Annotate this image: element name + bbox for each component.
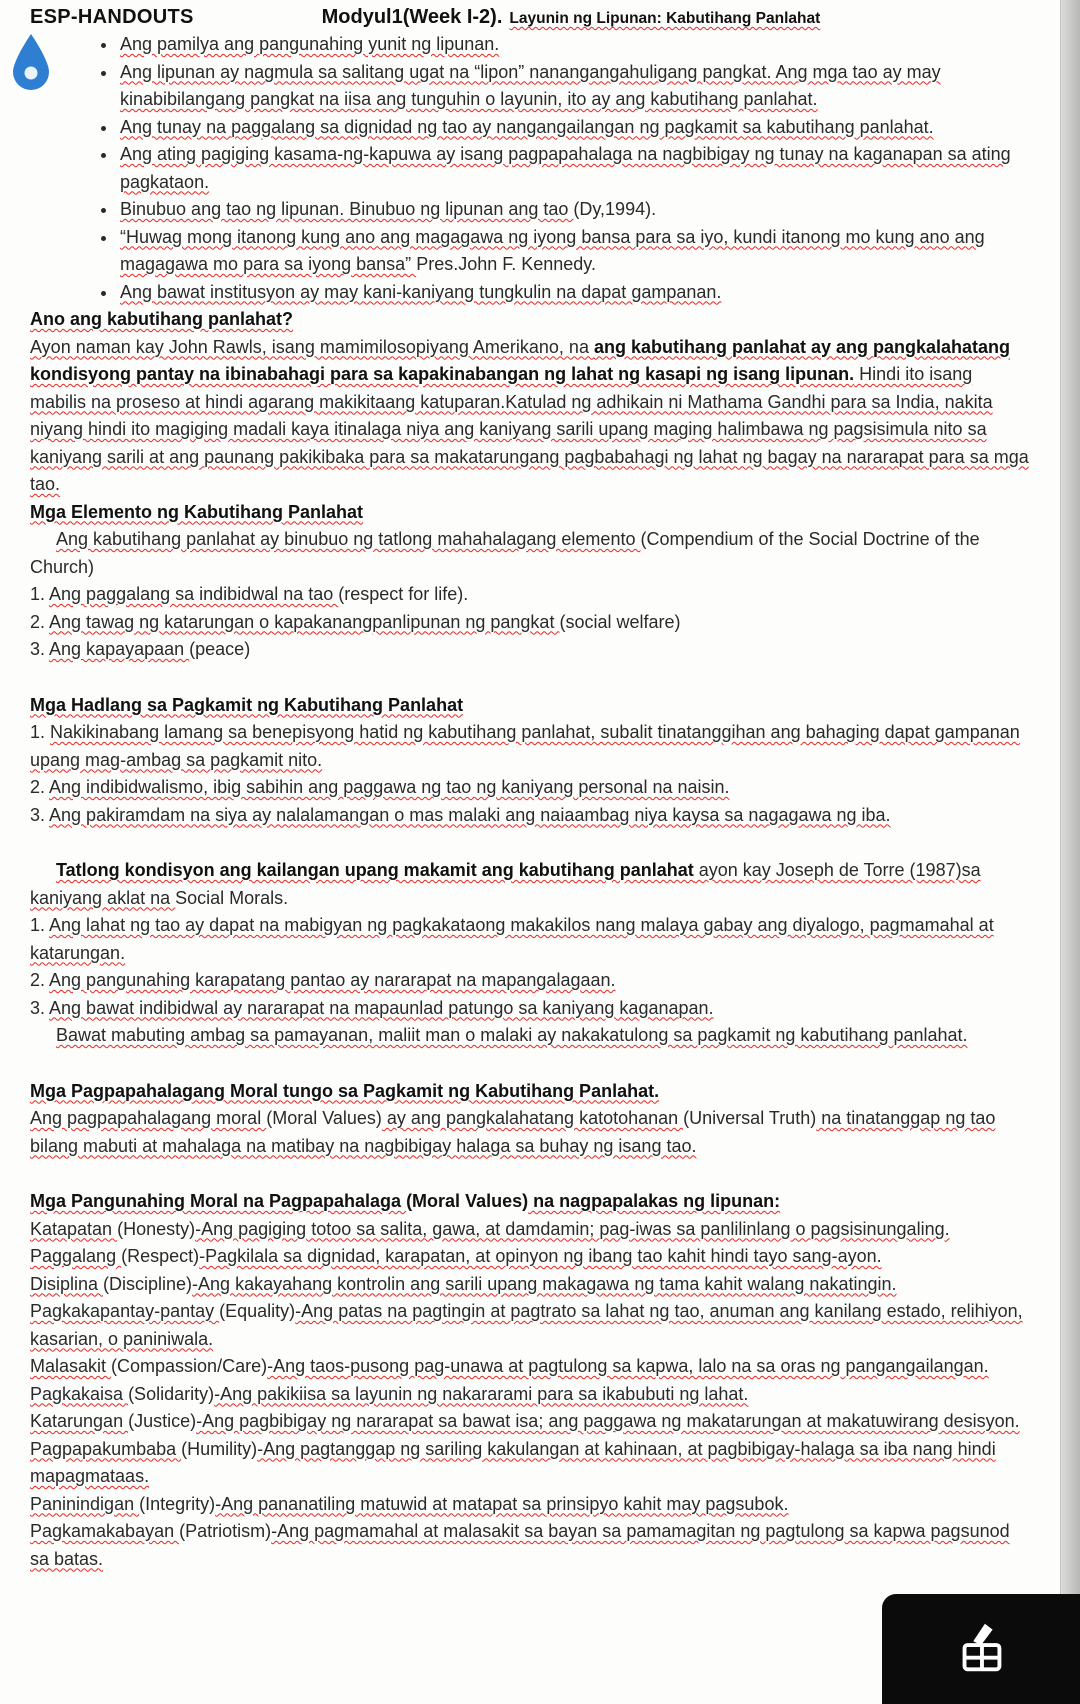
text-run: Malasakit: [30, 1356, 112, 1376]
paragraph: [30, 1216, 1030, 1244]
section-heading: [30, 499, 1030, 527]
text-run: -Ang pagmamahal at malasakit sa bayan sa pamamagitan ng pagtulong sa kapwa: [271, 1521, 931, 1541]
paragraph: [30, 334, 1030, 499]
text-run: Paninindigan: [30, 1493, 140, 1514]
paragraph: [30, 912, 1030, 967]
paragraph: [30, 1353, 1030, 1381]
text-run: -Ang pagiging totoo sa salita, gawa, at damdamin; pag-iwas sa panlilinlang o pagsisinungaling.: [195, 1218, 950, 1239]
drop-logo-icon: [8, 32, 54, 92]
paragraph: [30, 1022, 1030, 1050]
paragraph: [30, 526, 1030, 581]
bullet-list: [30, 31, 1030, 306]
text-run: Ang lahat ng tao ay dapat na mabigyan ng pagkakataong makakilos nang malaya gabay ang diyalogo, pagmamahal at katarungan.: [30, 915, 994, 963]
text-run: (social welfare): [559, 611, 681, 632]
text-run: 1.: [30, 584, 50, 604]
text-run: 3.: [30, 997, 50, 1018]
floating-tool-button[interactable]: [882, 1594, 1080, 1704]
text-run: Ang ating pagiging kasama-ng-kapuwa ay isang pagpapahalaga na nagbibigay ng tunay na kaganapan sa ating pagkataon.: [120, 144, 1011, 192]
text-run: (Universal Truth): [683, 1108, 817, 1128]
text-run: “Huwag mong itanong kung ano ang magagawa ng iyong bansa para sa iyo, kundi itanong mo kung ano ang magagawa mo para sa iyong bansa”: [120, 226, 985, 274]
paragraph: [30, 1436, 1030, 1491]
text-run: Katapatan: [30, 1218, 118, 1239]
text-run: (Respect): [121, 1246, 200, 1266]
text-run: Ang pagpapahalagang moral: [30, 1108, 267, 1128]
text-run: ayon kay Joseph de Torre (1987)sa kaniyang aklat na: [30, 860, 981, 908]
section-heading: [30, 1188, 1030, 1216]
text-run: na nagpapalakas ng lipunan:: [528, 1191, 781, 1211]
text-run: Ang pakiramdam na siya ay nalalamangan o mas malaki ang naiaambag niya kaysa sa nagagawa ng iba.: [49, 804, 891, 825]
text-run: (Humility): [181, 1438, 258, 1459]
text-run: Pres.John F. Kennedy.: [416, 254, 596, 274]
paragraph: [30, 636, 1030, 664]
text-run: 1.: [30, 722, 51, 742]
paragraph: [30, 995, 1030, 1023]
text-run: (Compassion/Care): [111, 1356, 268, 1376]
text-run: Pagpapakumbaba: [30, 1438, 182, 1459]
text-run: Mga Pagpapahalagang Moral tungo sa Pagkamit ng Kabutihang Panlahat.: [30, 1080, 660, 1101]
text-run: Katarungan: [30, 1411, 129, 1431]
text-run: Ano ang kabutihang panlahat?: [30, 309, 294, 329]
paragraph: [30, 1491, 1030, 1519]
text-run: (Honesty): [117, 1218, 196, 1239]
text-run: -Ang pagbibigay ng nararapat sa bawat isa; ang paggawa ng makatarungan at makatuwirang desisyon.: [196, 1411, 1020, 1431]
text-run: (peace): [189, 639, 251, 659]
text-run: 3.: [30, 639, 50, 659]
text-run: -Ang patas na pagtingin at pagtrato sa lahat ng tao, anuman ang kanilang estado, relihiyon, kasarian, o paniniwala.: [30, 1301, 1023, 1349]
text-run: Disiplina: [30, 1273, 104, 1294]
text-run: (Discipline): [103, 1273, 193, 1294]
text-run: (Compendium of the Social Doctrine of the Church): [30, 529, 980, 577]
text-run: 2.: [30, 970, 50, 990]
paragraph: [30, 774, 1030, 802]
bullet-item: [118, 141, 1030, 196]
bullet-item: [118, 59, 1030, 114]
text-run: (respect for life).: [338, 584, 469, 604]
text-run: Ang paggalang sa indibidwal na tao: [49, 584, 339, 604]
doc-title-left: ESP-HANDOUTS: [30, 6, 194, 28]
text-run: Social Morals.: [175, 887, 289, 908]
section-heading: [30, 692, 1030, 720]
paragraph: [30, 1271, 1030, 1299]
paragraph: [30, 1243, 1030, 1271]
bullet-item: [118, 114, 1030, 142]
text-run: (Dy,1994).: [573, 199, 657, 219]
paragraph: [30, 857, 1030, 912]
bullet-item: [118, 224, 1030, 279]
text-run: -Pagkilala sa dignidad, karapatan, at opinyon ng ibang tao kahit hindi tayo sang-ayon.: [199, 1246, 882, 1266]
bullet-item: [118, 31, 1030, 59]
module-subtitle: Layunin ng Lipunan: Kabutihang Panlahat: [509, 10, 821, 27]
document-header: [30, 6, 1030, 29]
text-run: (Justice): [128, 1411, 197, 1431]
text-run: Ang kabutihang panlahat ay binubuo ng tatlong mahahalagang elemento: [56, 529, 641, 549]
text-run: Paggalang: [30, 1246, 122, 1266]
text-run: -Ang taos-pusong pag-unawa at pagtulong sa kapwa, lalo na sa oras ng pangangailangan.: [267, 1356, 989, 1376]
text-run: 3.: [30, 804, 50, 825]
text-run: Ang pamilya ang pangunahing yunit ng lipunan.: [120, 34, 500, 54]
text-run: Pagkakaisa: [30, 1383, 129, 1404]
module-title: Modyul1(Week I-2).: [321, 6, 503, 28]
text-run: Ang pangunahing karapatang pantao ay nararapat na mapangalagaan.: [49, 970, 616, 990]
text-run: Ang kapayapaan: [49, 639, 190, 659]
paragraph: [30, 719, 1030, 774]
text-run: Ayon naman kay John Rawls, isang mamimilosopiyang Amerikano, na: [30, 336, 594, 357]
page-edge-shadow: [1060, 0, 1080, 1704]
paragraph: [30, 802, 1030, 830]
text-run: Ang lipunan ay nagmula sa salitang ugat na “lipon” nanangangahuligang pangkat. Ang mga tao ay may kinabibilangang pangkat na iisa ang tunguhin o layunin, ito ay ang kabutihang panlahat.: [120, 61, 941, 109]
text-run: -Ang pakikiisa sa layunin ng nakararami para sa ikabubuti ng lahat.: [214, 1383, 749, 1404]
text-run: 1.: [30, 915, 50, 935]
text-run: -Ang pagtanggap ng sariling kakulangan at kahinaan, at pagbibigay-halaga sa iba nang hindi mapagmataas.: [30, 1438, 996, 1486]
paragraph: [30, 1408, 1030, 1436]
text-run: 2.: [30, 777, 50, 797]
paragraph: [30, 581, 1030, 609]
text-run: Ang tunay na paggalang sa dignidad ng tao ay nangangailangan ng pagkamit sa kabutihang panlahat.: [120, 116, 934, 137]
text-run: Pagkakapantay-pantay: [30, 1301, 220, 1321]
section-heading: [30, 306, 1030, 334]
text-run: Binubuo ang tao ng lipunan. Binubuo ng lipunan ang tao: [120, 199, 574, 219]
text-run: Mga Hadlang sa Pagkamit ng Kabutihang Panlahat: [30, 694, 464, 715]
paragraph: [30, 1518, 1030, 1573]
text-run: Mga Elemento ng Kabutihang Panlahat: [30, 501, 364, 522]
text-run: (Patriotism): [179, 1521, 272, 1541]
paragraph: [30, 967, 1030, 995]
text-run: Pagkamakabayan: [30, 1521, 180, 1541]
text-run: (Moral Values): [406, 1191, 529, 1211]
text-run: ay ang pangkalahatang katotohanan: [381, 1108, 684, 1128]
bullet-item: [118, 279, 1030, 307]
text-run: Ang indibidwalismo, ibig sabihin ang paggawa ng tao ng kaniyang personal na naisin.: [49, 777, 730, 797]
text-run: Ang bawat indibidwal ay nararapat na mapaunlad patungo sa kaniyang kaganapan.: [49, 997, 714, 1018]
text-run: (Equality): [219, 1301, 296, 1321]
watermark-tool-icon: [950, 1616, 1012, 1683]
text-run: Nakikinabang lamang sa benepisyong hatid ng kabutihang panlahat, subalit tinatanggihan ang bahaging dapat gampanan upang mag-ambag sa pagkamit nito.: [30, 722, 1020, 770]
text-run: -Ang pananatiling matuwid at matapat sa prinsipyo kahit may pagsubok.: [215, 1493, 789, 1514]
paragraph: [30, 1105, 1030, 1160]
text-run: na tinatanggap ng tao bilang mabuti at mahalaga na matibay na nagbibigay halaga sa buhay ng isang tao.: [30, 1108, 996, 1156]
text-run: (Moral Values): [266, 1108, 382, 1128]
text-run: Mga Pangunahing Moral na Pagpapahalaga: [30, 1191, 407, 1211]
paragraph: [30, 609, 1030, 637]
text-run: Hindi ito isang mabilis na proseso at hindi agarang makikitaang katuparan.Katulad ng adhikain ni Mathama Gandhi para sa India, nakita niyang hindi ito magiging madali kaya itinalaga niya ang kaniyang sarili upang maging halimbawa ng pagsisimula nito sa kaniyang sarili at ang paunang pakikibaka para sa makatarungang pagbabahagi ng lahat ng bagay na nararapat para sa mga tao.: [30, 364, 1029, 494]
paragraph: [30, 1381, 1030, 1409]
text-run: Tatlong kondisyon ang kailangan upang makamit ang kabutihang panlahat: [56, 860, 694, 880]
text-run: Bawat mabuting ambag sa pamayanan, maliit man o malaki ay nakakatulong sa pagkamit ng kabutihang panlahat.: [56, 1025, 968, 1045]
text-run: (Integrity): [139, 1493, 216, 1514]
paragraph: [30, 1298, 1030, 1353]
section-heading: [30, 1078, 1030, 1106]
text-run: (Solidarity): [128, 1383, 215, 1404]
text-run: Ang bawat institusyon ay may kani-kaniyang tungkulin na dapat gampanan.: [120, 281, 722, 302]
text-run: Ang tawag ng katarungan o kapakanangpanlipunan ng pangkat: [49, 611, 560, 632]
text-run: pagsunod sa batas.: [30, 1521, 1010, 1569]
bullet-item: [118, 196, 1030, 224]
text-run: ang kabutihang panlahat ay ang pangkalahatang kondisyong pantay na ibinabahagi para sa kapakinabangan ng lahat ng kasapi ng isang lipunan.: [30, 336, 1011, 384]
text-run: -Ang kakayahang kontrolin ang sarili upang makagawa ng tama kahit walang nakatingin.: [192, 1273, 897, 1294]
text-run: 2.: [30, 611, 50, 632]
